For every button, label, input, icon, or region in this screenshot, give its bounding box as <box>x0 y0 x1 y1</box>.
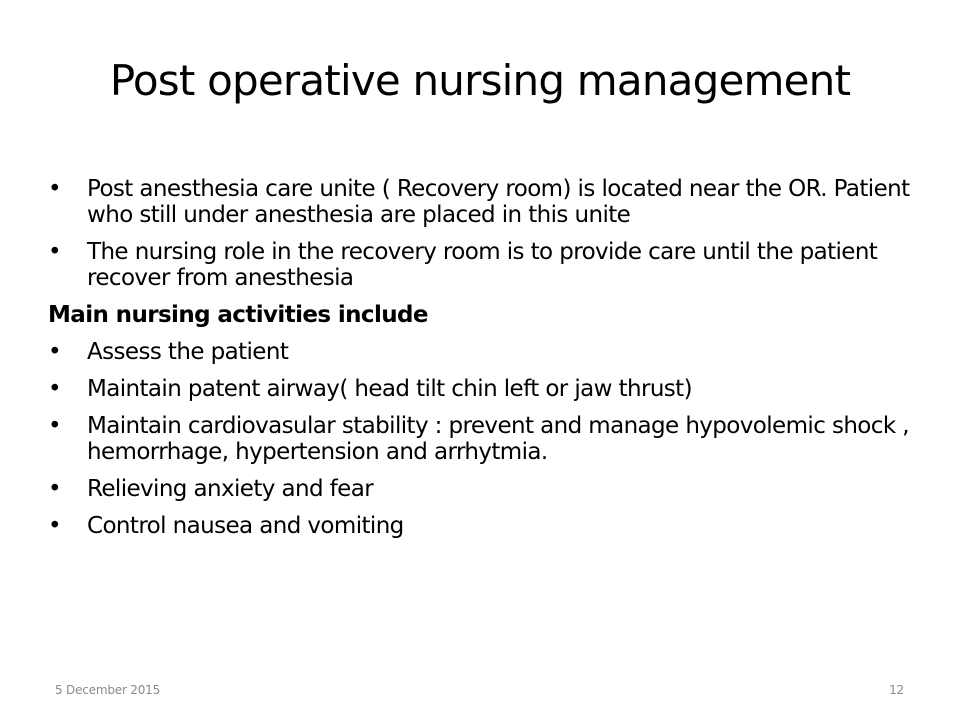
bullet-icon: • <box>48 476 61 502</box>
bullet-item-cardiovascular <box>48 413 918 465</box>
bullet-item-anxiety <box>48 476 918 502</box>
footer-date: 5 December 2015 <box>55 683 161 697</box>
section-heading: Main nursing activities include <box>48 302 428 328</box>
bullet-text: Relieving anxiety and fear <box>87 476 374 502</box>
footer-page-number: 12 <box>889 683 904 697</box>
slide-body <box>48 176 918 550</box>
bullet-item-airway <box>48 376 918 402</box>
bullet-icon: • <box>48 513 61 539</box>
bullet-text: Maintain cardiovasular stability : prevent and manage hypovolemic shock , hemorrhage, hypertension and arrhytmia. <box>87 413 909 465</box>
bullet-icon: • <box>48 339 61 365</box>
bullet-icon: • <box>48 413 61 439</box>
bullet-item-nausea <box>48 513 918 539</box>
bullet-text: Post anesthesia care unite ( Recovery room) is located near the OR. Patient who still under anesthesia are placed in this unite <box>87 176 910 228</box>
bullet-icon: • <box>48 176 61 202</box>
bullet-item-recovery-room <box>48 176 918 228</box>
slide-title: Post operative nursing management <box>109 56 851 105</box>
bullet-text: Control nausea and vomiting <box>87 513 404 539</box>
bullet-item-nursing-role <box>48 239 918 291</box>
bullet-text: Assess the patient <box>87 339 289 365</box>
bullet-text: The nursing role in the recovery room is to provide care until the patient recover from anesthesia <box>87 239 878 291</box>
bullet-text: Maintain patent airway( head tilt chin left or jaw thrust) <box>87 376 692 402</box>
bullet-icon: • <box>48 376 61 402</box>
bullet-icon: • <box>48 239 61 265</box>
bullet-item-assess-patient <box>48 339 918 365</box>
